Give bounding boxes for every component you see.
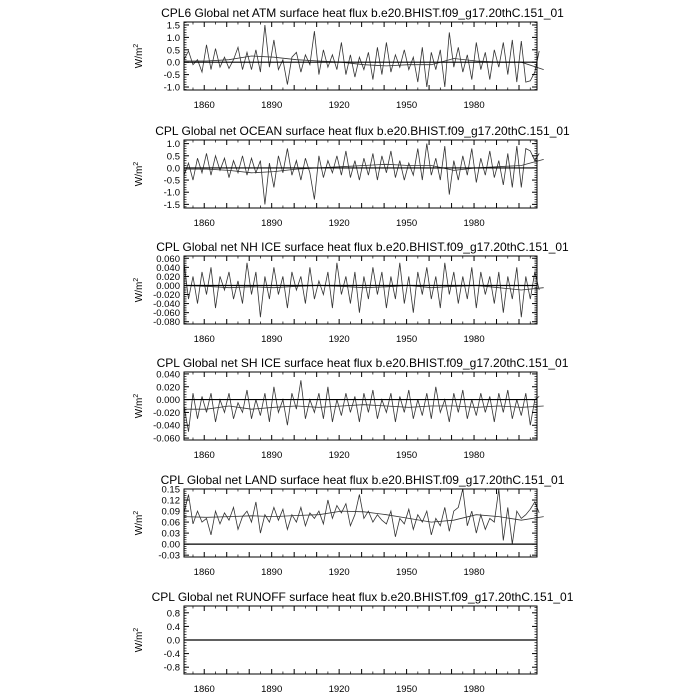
x-tick-label: 1920 (328, 334, 350, 345)
y-axis-label-superscript: 2 (133, 627, 140, 632)
y-tick-label: -0.060 (153, 308, 180, 320)
y-tick-label: 0.09 (161, 506, 180, 518)
panel-title: CPL Global net LAND surface heat flux b.e20.BHIST.f09_g17.20thC.151_01 (160, 473, 565, 487)
y-tick-label: 0.03 (161, 528, 180, 540)
y-tick-label: 0.06 (161, 517, 180, 529)
x-tick-label: 1980 (463, 567, 485, 578)
y-axis-label (133, 511, 145, 536)
x-tick-label: 1920 (328, 567, 350, 578)
x-tick-label: 1890 (261, 684, 283, 695)
y-tick-label: 0.12 (161, 495, 180, 507)
x-tick-label: 1950 (396, 218, 418, 229)
x-tick-label: 1980 (463, 450, 485, 461)
y-tick-label: 1.0 (166, 139, 180, 151)
x-tick-label: 1890 (261, 567, 283, 578)
x-tick-label: 1950 (396, 100, 418, 111)
y-tick-label: 1.0 (166, 32, 180, 44)
y-tick-label: -1.5 (163, 199, 180, 211)
series-line-smoothed (184, 405, 544, 410)
y-axis-label-unit: W/m (134, 47, 145, 69)
y-tick-label: 0.0 (166, 57, 180, 69)
y-tick-label: -0.020 (153, 407, 180, 419)
x-tick-label: 1920 (328, 684, 350, 695)
x-tick-label: 1890 (261, 100, 283, 111)
x-tick-label: 1980 (463, 684, 485, 695)
x-tick-label: 1890 (261, 218, 283, 229)
x-tick-label: 1860 (193, 218, 215, 229)
y-tick-label: 0.060 (156, 253, 180, 265)
panel-2 (133, 124, 570, 229)
x-tick-label: 1860 (193, 684, 215, 695)
y-tick-label: 0.020 (156, 271, 180, 283)
series-line-annual (184, 380, 539, 431)
x-tick-label: 1860 (193, 450, 215, 461)
panel-5 (133, 473, 565, 578)
y-tick-label: -0.040 (153, 299, 180, 311)
x-tick-label: 1860 (193, 100, 215, 111)
panel-title: CPL Global net NH ICE surface heat flux b.e20.BHIST.f09_g17.20thC.151_01 (156, 240, 569, 254)
y-tick-label: 0.0 (166, 163, 180, 175)
x-tick-label: 1920 (328, 100, 350, 111)
y-axis-label-unit: W/m (134, 631, 145, 653)
series-line-annual (184, 25, 539, 87)
y-tick-label: 0.8 (166, 608, 180, 620)
y-tick-label: 0.0 (166, 635, 180, 647)
y-tick-label: -0.080 (153, 317, 180, 329)
y-tick-label: -0.020 (153, 290, 180, 302)
y-axis-label (133, 44, 145, 69)
series-line-annual (184, 263, 539, 317)
y-axis-label (133, 628, 145, 653)
x-tick-label: 1980 (463, 100, 485, 111)
y-axis-label-unit: W/m (134, 281, 145, 303)
panel-1 (133, 6, 564, 111)
x-tick-label: 1920 (328, 218, 350, 229)
y-tick-label: -0.5 (163, 175, 180, 187)
series-line-smoothed (184, 286, 544, 291)
x-tick-label: 1950 (396, 334, 418, 345)
y-axis-label (133, 278, 145, 303)
y-tick-label: 0.00 (161, 539, 180, 551)
series-line-annual (184, 144, 539, 205)
y-tick-label: 0.040 (156, 369, 180, 381)
x-tick-label: 1890 (261, 450, 283, 461)
series-line-smoothed (184, 159, 544, 172)
y-tick-label: 1.5 (166, 20, 180, 32)
y-axis-label-superscript: 2 (133, 277, 140, 282)
y-tick-label: 0.040 (156, 262, 180, 274)
y-axis-label-superscript: 2 (133, 161, 140, 166)
y-tick-label: -0.4 (163, 649, 180, 661)
panel-title: CPL Global net RUNOFF surface heat flux b.e20.BHIST.f09_g17.20thC.151_01 (151, 590, 574, 604)
y-tick-label: 0.4 (166, 621, 180, 633)
x-tick-label: 1950 (396, 567, 418, 578)
y-axis-label (133, 162, 145, 187)
x-tick-label: 1920 (328, 450, 350, 461)
x-tick-label: 1860 (193, 567, 215, 578)
x-tick-label: 1980 (463, 218, 485, 229)
panel-3 (133, 240, 569, 345)
x-tick-label: 1950 (396, 450, 418, 461)
y-tick-label: 0.5 (166, 151, 180, 163)
y-axis-label-superscript: 2 (133, 43, 140, 48)
y-tick-label: -0.060 (153, 433, 180, 445)
y-tick-label: 0.5 (166, 45, 180, 57)
y-axis-label-superscript: 2 (133, 510, 140, 515)
x-tick-label: 1890 (261, 334, 283, 345)
y-tick-label: 0.020 (156, 382, 180, 394)
y-tick-label: 0.000 (156, 395, 180, 407)
y-tick-label: -0.03 (158, 550, 180, 562)
y-axis-label-unit: W/m (134, 397, 145, 419)
panel-title: CPL6 Global net ATM surface heat flux b.e20.BHIST.f09_g17.20thC.151_01 (161, 6, 564, 20)
y-tick-label: -0.040 (153, 420, 180, 432)
x-tick-label: 1860 (193, 334, 215, 345)
y-tick-label: 0.000 (156, 280, 180, 292)
y-tick-label: -1.0 (163, 82, 180, 94)
y-axis-label-unit: W/m (134, 165, 145, 187)
y-axis-label-superscript: 2 (133, 393, 140, 398)
panel-6 (133, 590, 574, 695)
y-tick-label: 0.15 (161, 484, 180, 496)
x-tick-label: 1980 (463, 334, 485, 345)
y-axis-label (133, 394, 145, 419)
panel-title: CPL Global net OCEAN surface heat flux b.e20.BHIST.f09_g17.20thC.151_01 (155, 124, 570, 138)
y-axis-label-unit: W/m (134, 514, 145, 536)
panel-title: CPL Global net SH ICE surface heat flux b.e20.BHIST.f09_g17.20thC.151_01 (156, 356, 569, 370)
x-tick-label: 1950 (396, 684, 418, 695)
y-tick-label: -0.8 (163, 662, 180, 674)
y-tick-label: -0.5 (163, 70, 180, 82)
panel-4 (133, 356, 569, 461)
y-tick-label: -1.0 (163, 187, 180, 199)
